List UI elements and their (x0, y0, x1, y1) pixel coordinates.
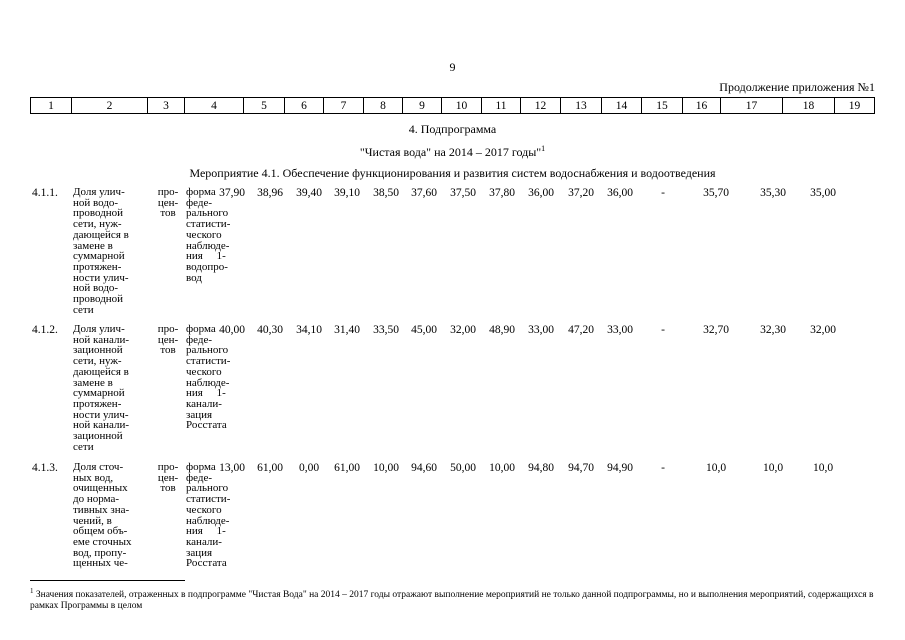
header-cell: 19 (835, 98, 875, 114)
indicator-value: 10,00 (489, 462, 515, 474)
indicator-value: 32,00 (810, 324, 836, 336)
indicator-value: 37,90 (219, 187, 245, 199)
header-cell: 13 (561, 98, 602, 114)
indicator-value: 94,70 (568, 462, 594, 474)
header-cell: 1 (31, 98, 72, 114)
indicator-unit: про- цен- тов (157, 323, 179, 357)
indicator-value: 10,0 (705, 462, 727, 474)
indicator-value: 35,70 (703, 187, 729, 199)
indicator-value: - (661, 187, 665, 199)
column-number-header (30, 97, 875, 114)
indicator-value: 38,50 (373, 187, 399, 199)
subprogram-title: 4. Подпрограмма (408, 122, 497, 136)
indicator-value: 36,00 (607, 187, 633, 199)
header-cell: 8 (364, 98, 403, 114)
indicator-value: 33,00 (528, 324, 554, 336)
indicator-unit: про- цен- тов (157, 186, 179, 220)
indicator-value: - (661, 462, 665, 474)
indicator-unit: про- цен- тов (157, 461, 179, 495)
indicator-value: 10,00 (373, 462, 399, 474)
indicator-value: 10,0 (812, 462, 834, 474)
indicator-value: 33,50 (373, 324, 399, 336)
indicator-number: 4.1.1. (32, 187, 58, 199)
indicator-number: 4.1.2. (32, 324, 58, 336)
indicator-row (30, 462, 875, 582)
indicator-value: 94,60 (411, 462, 437, 474)
subprogram-name-text: "Чистая вода" на 2014 – 2017 годы" (359, 145, 542, 159)
footnote-separator (30, 580, 185, 581)
indicator-value: 34,10 (296, 324, 322, 336)
header-cell: 12 (521, 98, 561, 114)
indicator-value: 48,90 (489, 324, 515, 336)
indicator-value: 37,20 (568, 187, 594, 199)
header-cell: 6 (285, 98, 324, 114)
header-cell: 16 (683, 98, 721, 114)
indicator-source: форма феде- рального статисти- ческого наблюде- ния 1- канали- зация Росстата (186, 323, 231, 432)
indicator-name: Доля улич- ной канали- зационной сети, нуж- дающейся в замене в суммарной протяжен- ности улич- ной канали- зационной сети (73, 323, 129, 453)
indicator-value: 61,00 (257, 462, 283, 474)
indicator-row (30, 187, 875, 322)
header-cell: 15 (642, 98, 683, 114)
indicator-value: 37,50 (450, 187, 476, 199)
header-cell: 10 (442, 98, 482, 114)
indicator-value: 32,30 (760, 324, 786, 336)
indicator-name: Доля улич- ной водо- проводной сети, нуж- дающейся в замене в суммарной протяжен- ности улич- ной водо- проводной сети (73, 186, 129, 316)
indicator-value: 33,00 (607, 324, 633, 336)
header-cell: 11 (482, 98, 521, 114)
footnote-marker: 1 (30, 587, 34, 595)
indicator-value: 61,00 (334, 462, 360, 474)
header-cell: 4 (185, 98, 244, 114)
footnote-text: Значения показателей, отраженных в подпрограмме "Чистая Вода" на 2014 – 2017 годы отражают выполнение мероприятий не только данной подпрограммы, но и выполнения мероприятий, содержащихся в рамках Программы в целом (30, 590, 874, 612)
indicator-row (30, 324, 875, 459)
indicator-value: 39,10 (334, 187, 360, 199)
indicator-number: 4.1.3. (32, 462, 58, 474)
indicator-value: 36,00 (528, 187, 554, 199)
indicator-value: 35,30 (760, 187, 786, 199)
header-cell: 17 (721, 98, 783, 114)
header-cell: 9 (403, 98, 442, 114)
header-cell: 7 (324, 98, 364, 114)
indicator-value: 40,30 (257, 324, 283, 336)
footnote (30, 586, 875, 612)
indicator-name: Доля сточ- ных вод, очищенных до норма- тивных зна- чений, в общем объ- еме сточных вод, пропу- щенных че- (73, 461, 132, 570)
indicator-value: 47,20 (568, 324, 594, 336)
indicator-value: 39,40 (296, 187, 322, 199)
indicator-value: 37,80 (489, 187, 515, 199)
footnote-ref: 1 (541, 144, 546, 153)
continuation-note: Продолжение приложения №1 (719, 80, 875, 94)
indicator-value: 32,70 (703, 324, 729, 336)
indicator-value: 94,90 (607, 462, 633, 474)
header-row (31, 98, 875, 114)
page-number: 9 (449, 60, 456, 74)
indicator-value: 10,0 (762, 462, 784, 474)
indicator-value: 38,96 (257, 187, 283, 199)
header-cell: 18 (783, 98, 835, 114)
indicator-value: 37,60 (411, 187, 437, 199)
indicator-source: форма феде- рального статисти- ческого наблюде- ния 1- водопро- вод (186, 186, 231, 284)
header-cell: 5 (244, 98, 285, 114)
indicator-source: форма феде- рального статисти- ческого наблюде- ния 1- канали- зация Росстата (186, 461, 231, 570)
measure-title: Мероприятие 4.1. Обеспечение функционирования и развития систем водоснабжения и водоотведения (189, 166, 716, 180)
indicator-value: 31,40 (334, 324, 360, 336)
indicator-value: - (661, 324, 665, 336)
indicator-value: 50,00 (450, 462, 476, 474)
indicator-value: 32,00 (450, 324, 476, 336)
header-cell: 2 (72, 98, 148, 114)
indicator-value: 0,00 (298, 462, 320, 474)
header-cell: 3 (148, 98, 185, 114)
indicator-value: 13,00 (219, 462, 245, 474)
indicator-value: 45,00 (411, 324, 437, 336)
indicator-value: 35,00 (810, 187, 836, 199)
indicator-value: 94,80 (528, 462, 554, 474)
header-cell: 14 (602, 98, 642, 114)
subprogram-name (0, 144, 905, 160)
indicator-value: 40,00 (219, 324, 245, 336)
